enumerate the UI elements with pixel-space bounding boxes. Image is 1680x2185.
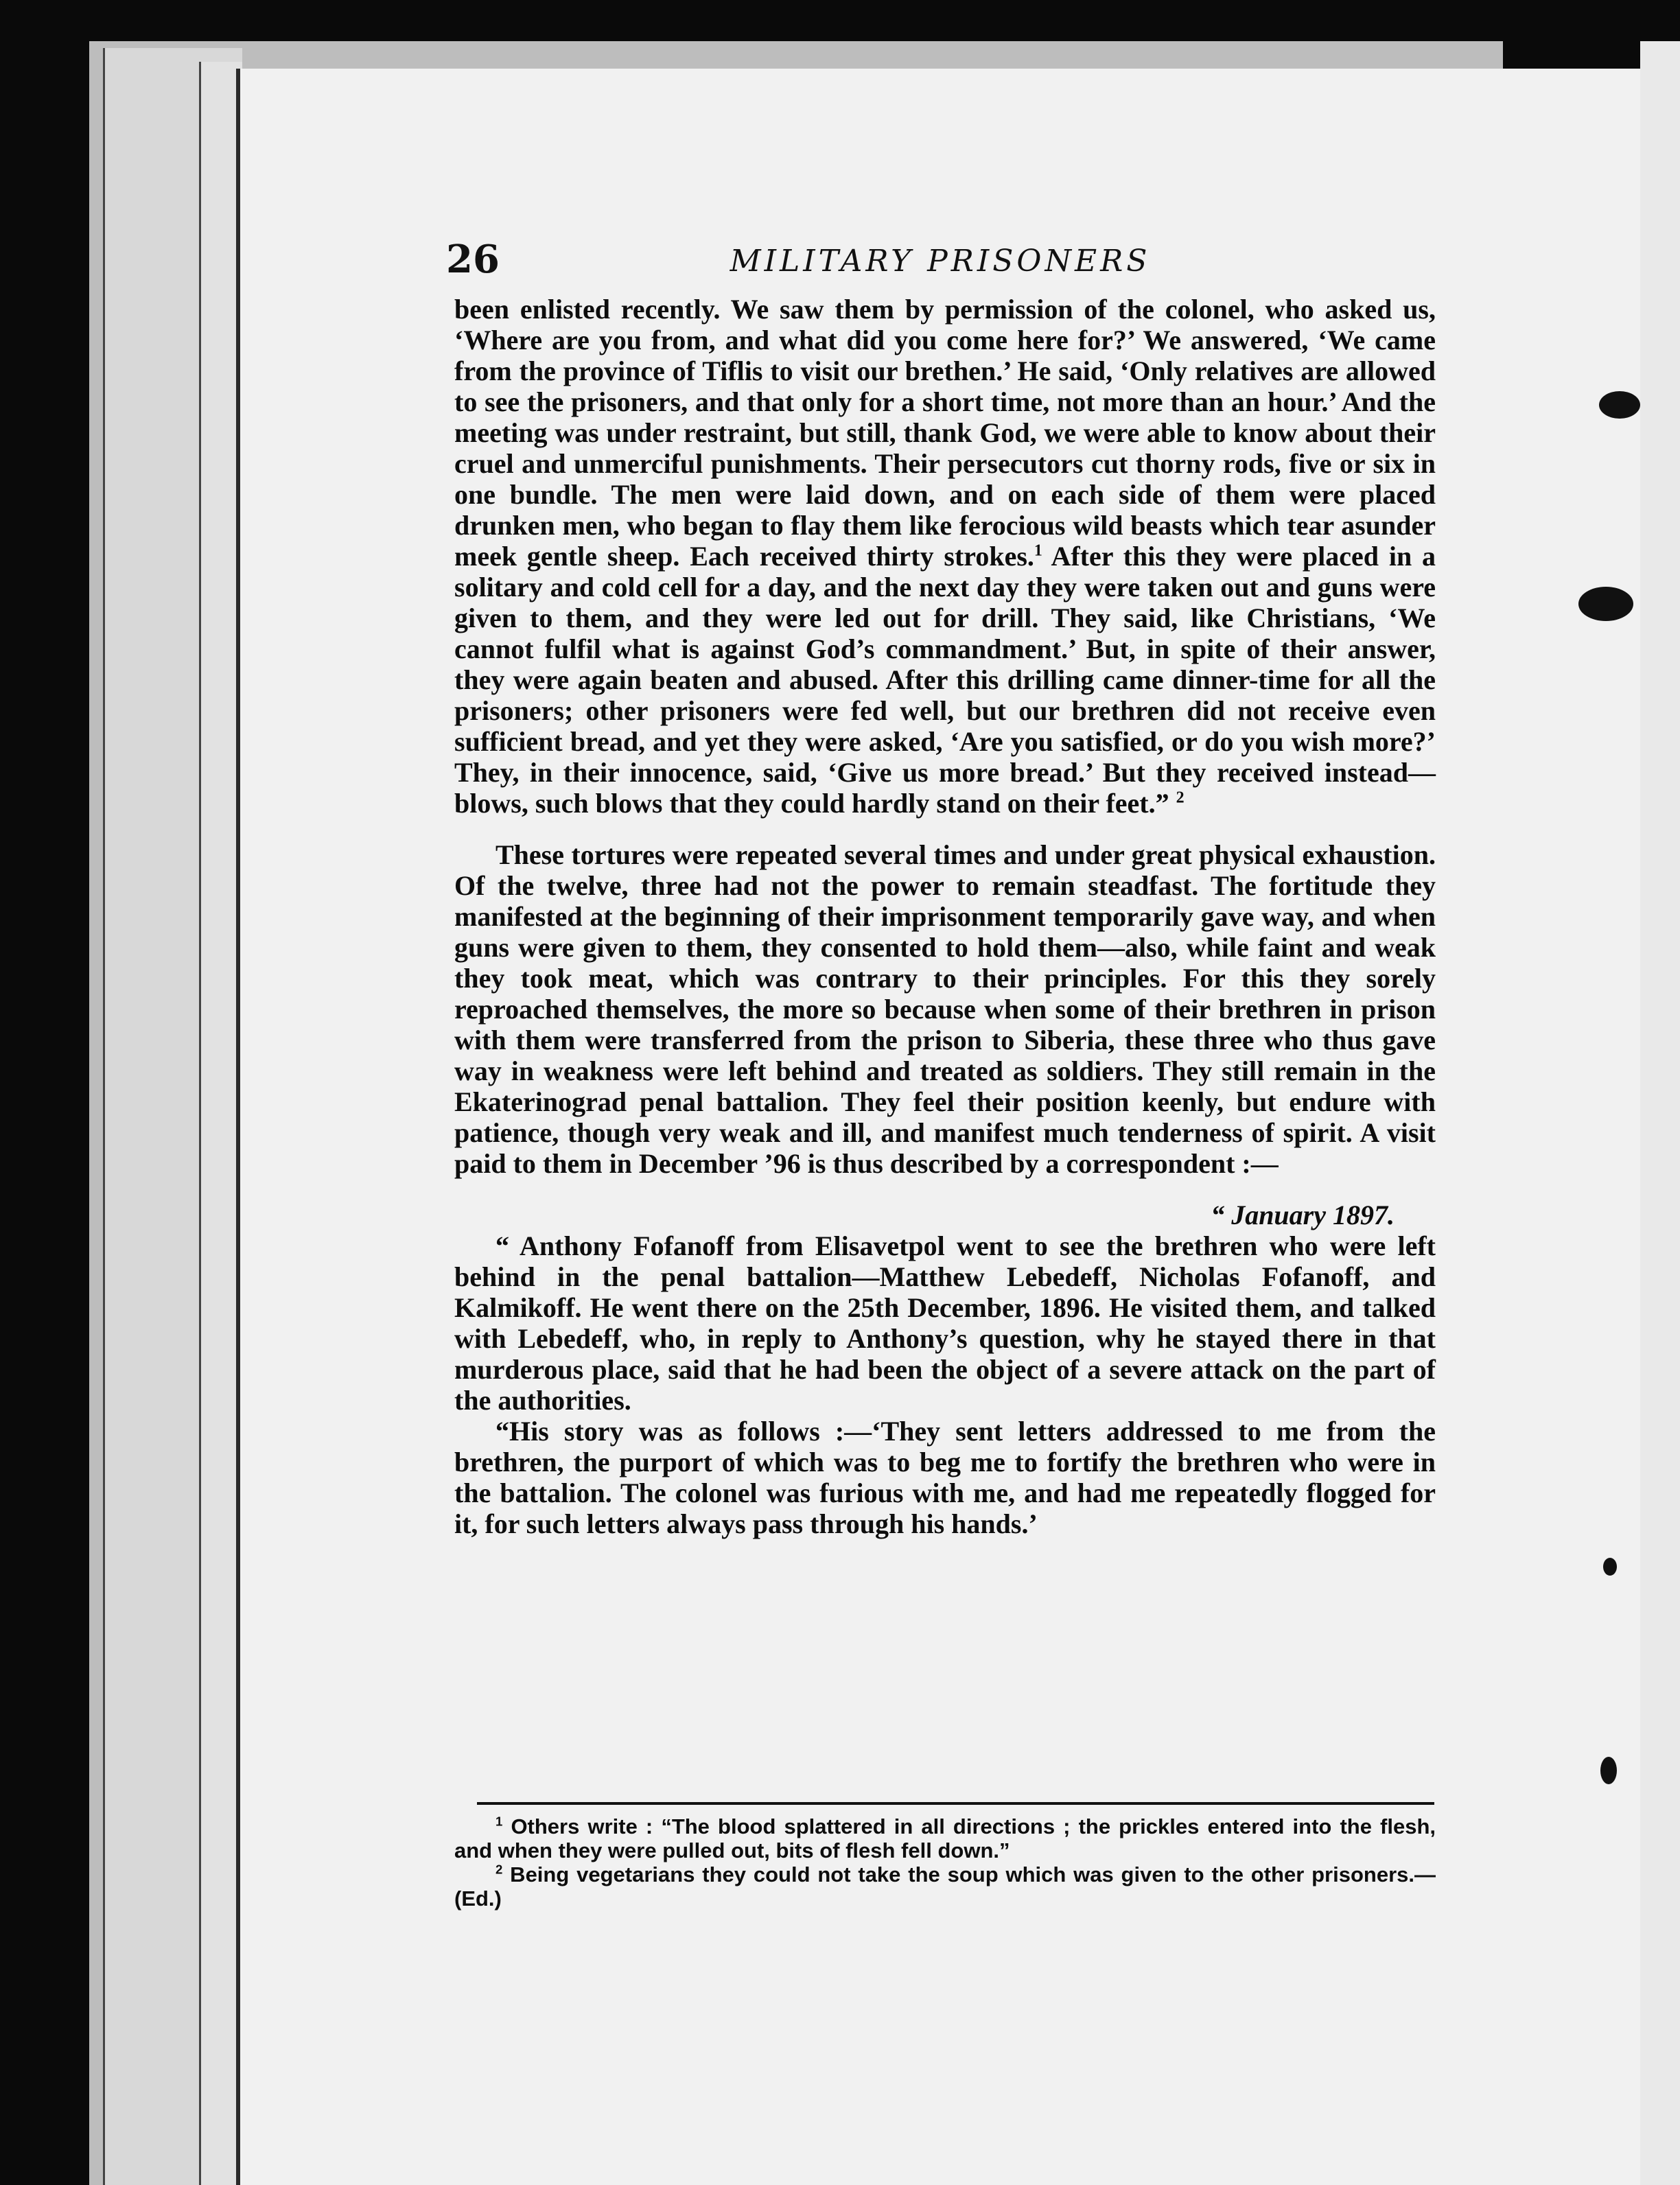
ink-blot xyxy=(1603,1558,1617,1576)
footnote-text: Others write : “The blood splattered in all directions ; the prickles entered into the flesh, and when they were pulled out, bits of flesh fell down.” xyxy=(454,1814,1436,1862)
page-header xyxy=(446,237,1434,285)
running-head: MILITARY PRISONERS xyxy=(730,244,1151,279)
footnote-ref: 2 xyxy=(1176,788,1185,807)
footnote xyxy=(454,1814,1436,1862)
paragraph: These tortures were repeated several times and under great physical exhaustion. Of the twelve, three had not the power to remain steadfast. The fortitude they manifested at the beginning of their imprisonment temporarily gave way, and when guns were given to them, they consented to hold them—also, while faint and weak they took meat, which was contrary to their principles. For this they sorely reproached themselves, the more so because when some of their brethren in prison with them were transferred from the prison to Siberia, these three who thus gave way in weakness were left behind and treated as soldiers. They still remain in the Ekaterinograd penal battalion. They feel their position keenly, but endure with patience, though very weak and ill, and manifest much tenderness of spirit. A visit paid to them in December ’96 is thus described by a correspondent :— xyxy=(454,839,1436,1179)
footnote-rule xyxy=(477,1802,1434,1805)
paragraph xyxy=(454,294,1436,819)
ink-blot xyxy=(1600,1757,1617,1784)
ink-blot xyxy=(1578,587,1633,621)
body-text xyxy=(454,294,1436,1539)
footnote-mark: 2 xyxy=(495,1862,503,1877)
footnote-ref: 1 xyxy=(1034,541,1042,560)
dateline: “ January 1897. xyxy=(1211,1200,1395,1230)
paragraph-text: been enlisted recently. We saw them by permission of the colonel, who asked us, ‘Where are you from, and what did you come here for?’ We answered, ‘We came from the province of Tiflis to visit our brethen.’ He said, ‘Only relatives are allowed to see the prisoners, and that only for a short time, not more than an hour.’ And the meeting was under restraint, but still, thank God, we were able to know about their cruel and unmerciful punishments. Their persecutors cut thorny rods, five or six in one bundle. The men were laid down, and on each side of them were placed drunken men, who began to flay them like ferocious wild beasts which tear asunder meek gentle sheep. Each received thirty strokes. xyxy=(454,294,1436,572)
footnotes xyxy=(454,1814,1436,1911)
footnote-mark: 1 xyxy=(495,1814,503,1829)
paragraph: “His story was as follows :—‘They sent letters addressed to me from the brethren, the purport of which was to beg me to fortify the brethren who were in the battalion. The colonel was furious with me, and had me repeatedly flogged for it, for such letters always pass through his hands.’ xyxy=(454,1416,1436,1539)
paragraph: “ Anthony Fofanoff from Elisavetpol went to see the brethren who were left behind in the penal battalion—Matthew Lebedeff, Nicholas Fofanoff, and Kalmikoff. He went there on the 25th December, 1896. He visited them, and talked with Lebedeff, who, in reply to Anthony’s question, why he stayed there in that murderous place, said that he had been the object of a severe attack on the part of the authorities. xyxy=(454,1230,1436,1416)
facing-page-strip xyxy=(1640,41,1680,2185)
ink-blot xyxy=(1599,391,1640,419)
page-stack-edge-inner xyxy=(199,62,242,2185)
paragraph-text: After this they were placed in a solitary and cold cell for a day, and the next day they were taken out and guns were given to them, and they were led out for drill. They said, like Christians, ‘We cannot fulfil what is against God’s commandment.’ But, in spite of their answer, they were again beaten and abused. After this drilling came dinner-time for all the prisoners; other prisoners were fed well, but our brethren did not receive even sufficient bread, and yet they were asked, ‘Are you satisfied, or do you wish more?’ They, in their innocence, said, ‘Give us more bread.’ But they received instead—blows, such blows that they could hardly stand on their feet.” xyxy=(454,541,1436,819)
page-number: 26 xyxy=(446,237,500,282)
footnote-text: Being vegetarians they could not take the soup which was given to the other prisoners.—(Ed.) xyxy=(454,1862,1436,1911)
footnote xyxy=(454,1862,1436,1911)
